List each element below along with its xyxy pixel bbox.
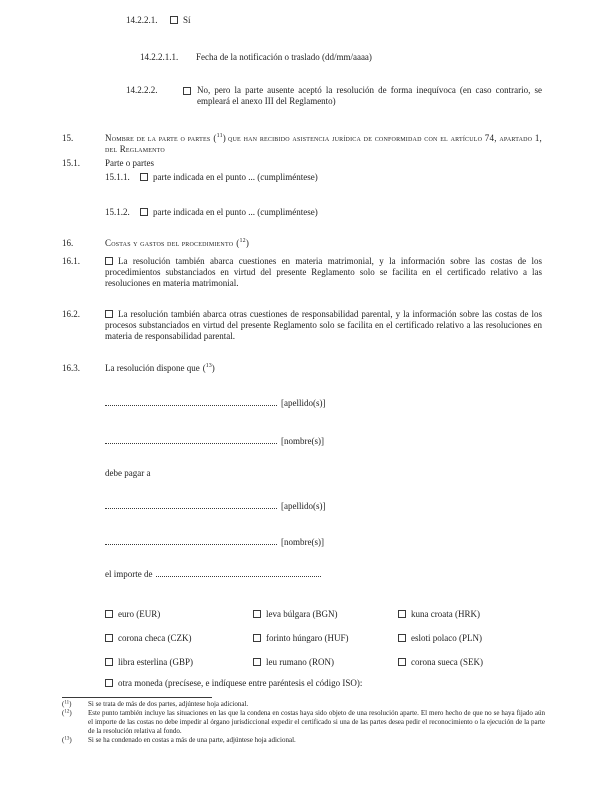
other-currency-label: otra moneda (precísese, e indíquese entre paréntesis el código ISO): bbox=[118, 678, 363, 688]
section-title bbox=[105, 238, 542, 249]
checkbox-sek[interactable] bbox=[398, 658, 406, 666]
currency-option-gbp: libra esterlina (GBP) bbox=[105, 657, 253, 668]
currency-option-czk: corona checa (CZK) bbox=[105, 633, 253, 644]
form-item-14.2.2.1.1 bbox=[140, 52, 542, 63]
item-label: Parte o partes bbox=[105, 158, 154, 168]
checkbox-16.1[interactable] bbox=[105, 257, 113, 265]
field-label-name: [nombre(s)] bbox=[281, 537, 324, 547]
form-item-15.1.2 bbox=[105, 207, 542, 218]
form-section-16 bbox=[62, 238, 542, 249]
currency-option-eur: euro (EUR) bbox=[105, 609, 253, 620]
footnote-text: Si se ha condenado en costas a más de una parte, adjúntese hoja adicional. bbox=[88, 736, 296, 744]
currency-option-sek: corona sueca (SEK) bbox=[398, 657, 600, 668]
footnote-marker: ($^{13}$) bbox=[62, 736, 72, 744]
dotted-input-line[interactable] bbox=[105, 535, 277, 545]
fillin-surname-1 bbox=[105, 396, 600, 409]
currency-option-ron: leu rumano (RON) bbox=[253, 657, 398, 668]
checkbox-ron[interactable] bbox=[253, 658, 261, 666]
dotted-input-line[interactable] bbox=[105, 499, 277, 509]
section-number: 16. bbox=[62, 238, 74, 248]
checkbox-eur[interactable] bbox=[105, 610, 113, 618]
checkbox-no-accepted[interactable] bbox=[183, 87, 191, 95]
item-label: Fecha de la notificación o traslado (dd/mm/aaaa) bbox=[196, 52, 372, 62]
form-item-14.2.2.2 bbox=[126, 85, 542, 107]
item-label: parte indicada en el punto ... (cumpliméntese) bbox=[153, 207, 318, 217]
checkbox-other-currency[interactable] bbox=[105, 679, 113, 687]
fillin-name-2 bbox=[105, 535, 600, 548]
checkbox-gbp[interactable] bbox=[105, 658, 113, 666]
footnote-ref-13: ($^{13}$) bbox=[202, 363, 215, 373]
fillin-surname-2 bbox=[105, 499, 600, 512]
must-pay-label: debe pagar a bbox=[105, 468, 151, 478]
checkbox-czk[interactable] bbox=[105, 634, 113, 642]
currency-option-other bbox=[105, 678, 600, 689]
item-number: 14.2.2.2. bbox=[126, 85, 158, 95]
item-number: 16.1. bbox=[62, 256, 80, 266]
checkbox-huf[interactable] bbox=[253, 634, 261, 642]
item-label: La resolución también abarca otras cuestiones de responsabilidad parental, y la información sobre las costas de los procesos substanciados en virtud del presente Reglamento solo se facilita en el certificado relativo a las resoluciones en materia de responsabilidad parental. bbox=[105, 309, 542, 341]
currency-option-pln: esloti polaco (PLN) bbox=[398, 633, 600, 644]
item-label: La resolución también abarca cuestiones en materia matrimonial, y la información sobre las costas de los procedimientos substanciados en virtud del presente Reglamento solo se facilita en el certificado relativo a las resoluciones en materia matrimonial. bbox=[105, 256, 542, 288]
checkbox-bgn[interactable] bbox=[253, 610, 261, 618]
section-title-text: Costas y gastos del procedimiento bbox=[105, 238, 234, 248]
checkbox-si[interactable] bbox=[170, 16, 178, 24]
checkbox-16.2[interactable] bbox=[105, 310, 113, 318]
checkbox-party-15.1.1[interactable] bbox=[140, 173, 148, 181]
form-item-16.2 bbox=[62, 309, 542, 342]
item-label: La resolución dispone que ($^{13}$) bbox=[105, 363, 215, 373]
footnote-marker: ($^{12}$) bbox=[62, 709, 72, 717]
currency-option-bgn: leva búlgara (BGN) bbox=[253, 609, 398, 620]
checkbox-hrk[interactable] bbox=[398, 610, 406, 618]
field-label-name: [nombre(s)] bbox=[281, 436, 324, 446]
section-number: 15. bbox=[62, 133, 74, 143]
amount-label: el importe de bbox=[105, 569, 153, 579]
dotted-input-line[interactable] bbox=[105, 434, 277, 444]
form-item-14.2.2.1 bbox=[126, 15, 542, 26]
item-number: 14.2.2.1. bbox=[126, 15, 158, 25]
amount-row bbox=[105, 567, 600, 580]
footnote-12 bbox=[62, 709, 545, 736]
footnote-ref-12: ($^{12}$) bbox=[236, 238, 250, 248]
item-number: 16.2. bbox=[62, 309, 80, 319]
dotted-input-line[interactable] bbox=[105, 396, 277, 406]
item-number: 14.2.2.1.1. bbox=[140, 52, 179, 62]
section-title bbox=[105, 133, 542, 155]
field-label-surname: [apellido(s)] bbox=[281, 501, 326, 511]
footnote-text: Si se trata de más de dos partes, adjúntese hoja adicional. bbox=[88, 700, 249, 708]
checkbox-party-15.1.2[interactable] bbox=[140, 208, 148, 216]
currency-option-hrk: kuna croata (HRK) bbox=[398, 609, 600, 620]
item-label: Sí bbox=[183, 15, 191, 25]
form-item-15.1.1 bbox=[105, 172, 542, 183]
footnote-13 bbox=[62, 736, 545, 745]
form-item-16.1 bbox=[62, 256, 542, 289]
footnote-marker: ($^{11}$) bbox=[62, 700, 72, 708]
section-title-text: que han recibido asistencia jurídica de conformidad con el artículo 74, apartado 1, del Reglamento bbox=[105, 133, 543, 154]
form-item-15.1 bbox=[62, 158, 542, 169]
item-label: No, pero la parte ausente aceptó la resolución de forma inequívoca (en caso contrario, se empleará el anexo III del Reglamento) bbox=[197, 85, 542, 106]
field-label-surname: [apellido(s)] bbox=[281, 398, 326, 408]
footnotes bbox=[62, 700, 545, 745]
item-number: 16.3. bbox=[62, 363, 80, 373]
footnote-separator bbox=[62, 697, 212, 698]
item-label: parte indicada en el punto ... (cumpliméntese) bbox=[153, 172, 318, 182]
footnote-ref-11: ($^{11}$) bbox=[213, 133, 226, 143]
section-title-text: Nombre de la parte o partes bbox=[105, 133, 211, 143]
footnote-text: Este punto también incluye las situaciones en las que la condena en costas haya sido objeto de una resolución aparte. El mero hecho de que no se haya fijado aún el importe de las costas no debe impedir al órgano jurisdiccional expedir el certificado si una de las partes desea pedir el reconocimiento o la ejecución de la parte de la resolución relativa al fondo. bbox=[88, 709, 545, 735]
checkbox-pln[interactable] bbox=[398, 634, 406, 642]
fillin-name-1 bbox=[105, 434, 600, 447]
item-number: 15.1.1. bbox=[105, 172, 130, 182]
dotted-input-line[interactable] bbox=[156, 567, 321, 577]
currency-option-huf: forinto húngaro (HUF) bbox=[253, 633, 398, 644]
currency-options bbox=[105, 609, 600, 668]
item-number: 15.1. bbox=[62, 158, 80, 168]
item-number: 15.1.2. bbox=[105, 207, 130, 217]
footnote-11 bbox=[62, 700, 545, 709]
form-item-16.3 bbox=[62, 363, 542, 374]
form-section-15 bbox=[62, 133, 542, 155]
